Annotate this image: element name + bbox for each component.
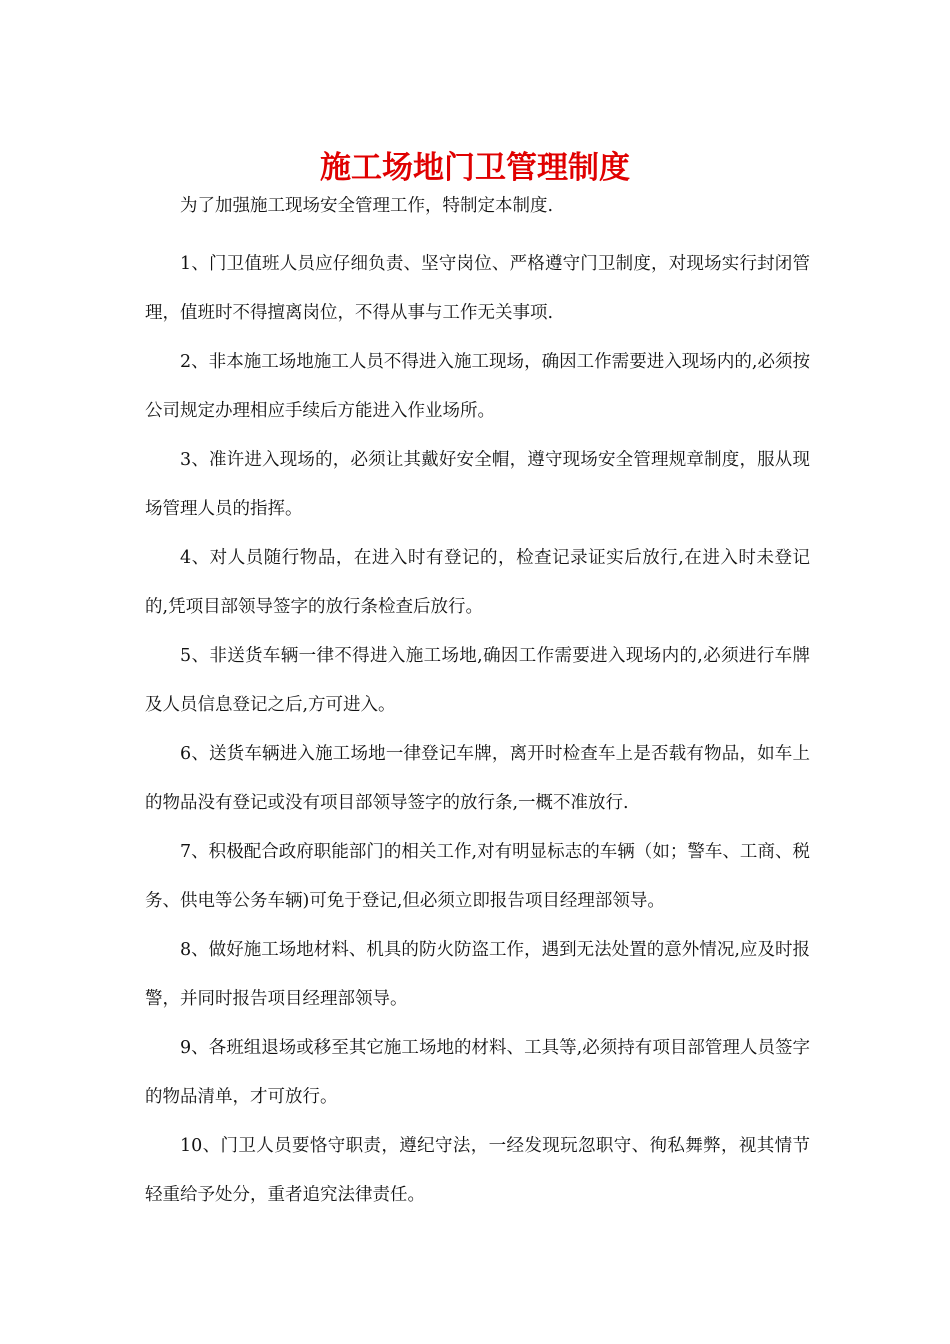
rule-item-5: 5、非送货车辆一律不得进入施工场地,确因工作需要进入现场内的,必须进行车牌及人员信息登记之后,方可进入。 bbox=[145, 646, 810, 715]
rule-item-8: 8、做好施工场地材料、机具的防火防盗工作，遇到无法处置的意外情况,应及时报警，并同时报告项目经理部领导。 bbox=[145, 940, 810, 1009]
rule-item-9: 9、各班组退场或移至其它施工场地的材料、工具等,必须持有项目部管理人员签字的物品清单，才可放行。 bbox=[145, 1038, 810, 1107]
rule-item-3: 3、准许进入现场的，必须让其戴好安全帽，遵守现场安全管理规章制度，服从现场管理人员的指挥。 bbox=[145, 450, 810, 519]
rule-item-6: 6、送货车辆进入施工场地一律登记车牌，离开时检查车上是否载有物品，如车上的物品没有登记或没有项目部领导签字的放行条,一概不准放行. bbox=[145, 744, 810, 813]
rule-item-1: 1、门卫值班人员应仔细负责、坚守岗位、严格遵守门卫制度，对现场实行封闭管理，值班时不得擅离岗位，不得从事与工作无关事项. bbox=[145, 254, 810, 323]
rule-item-10: 10、门卫人员要恪守职责，遵纪守法，一经发现玩忽职守、徇私舞弊，视其情节轻重给予处分，重者追究法律责任。 bbox=[145, 1136, 810, 1205]
rule-item-7: 7、积极配合政府职能部门的相关工作,对有明显标志的车辆（如；警车、工商、税务、供电等公务车辆)可免于登记,但必须立即报告项目经理部领导。 bbox=[145, 842, 810, 911]
intro-paragraph: 为了加强施工现场安全管理工作，特制定本制度. bbox=[180, 196, 554, 216]
rule-item-2: 2、非本施工场地施工人员不得进入施工现场，确因工作需要进入现场内的,必须按公司规定办理相应手续后方能进入作业场所。 bbox=[145, 352, 810, 421]
page-title: 施工场地门卫管理制度 bbox=[320, 150, 630, 186]
document-body bbox=[145, 193, 810, 1220]
rule-item-4: 4、对人员随行物品，在进入时有登记的，检查记录证实后放行,在进入时未登记的,凭项目部领导签字的放行条检查后放行。 bbox=[145, 548, 810, 617]
rules-list bbox=[145, 240, 810, 1220]
